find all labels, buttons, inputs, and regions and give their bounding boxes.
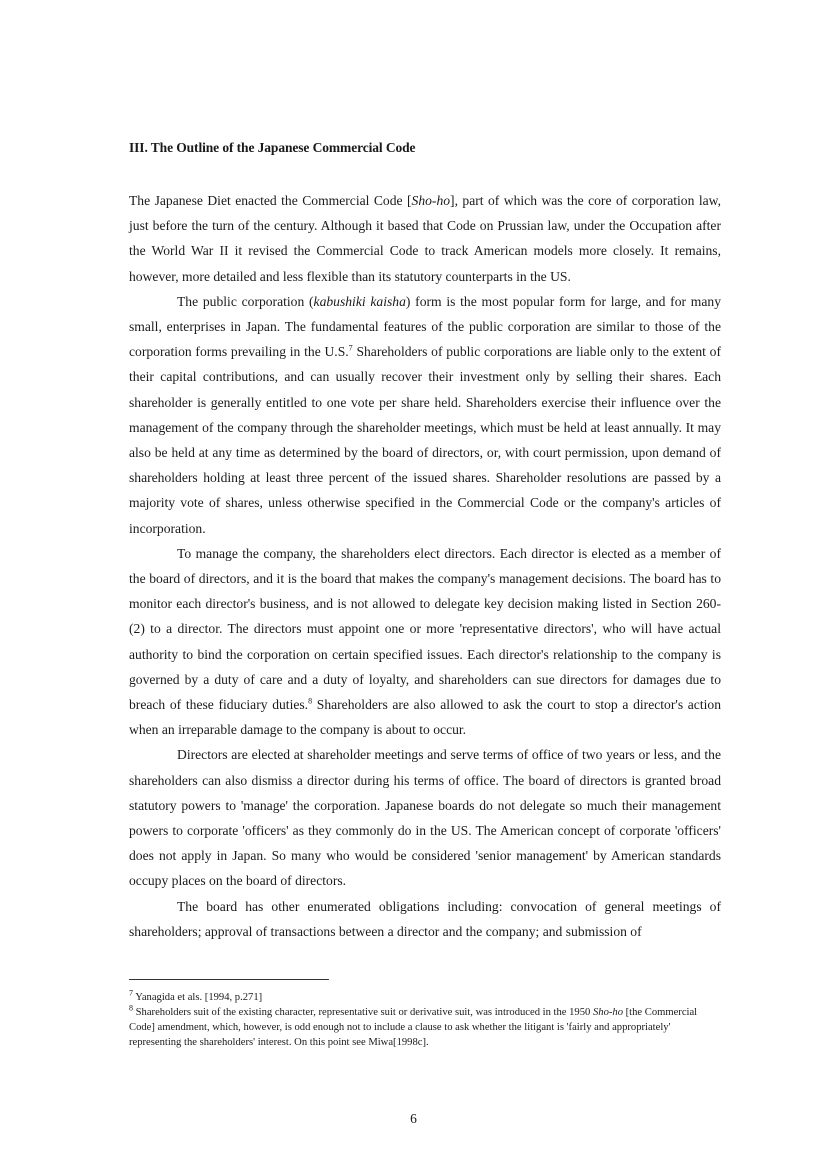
paragraph-2-text-d: Shareholders of public corporations are liable only to the extent of their capital contributions, and can usually recover their investment only by selling their shares. Each shareholder is generally entitled to one vote per share held. Shareholders exercise their influence over the management of the company through the shareholder meetings, which must be held at least annually. It may also be held at any time as determined by the board of directors, or, with court permission, upon demand of shareholders holding at least three percent of the issued shares. Shareholder resolutions are passed by a majority vote of shares, unless otherwise specified in the Commercial Code or the company's articles of incorporation.	[129, 344, 721, 536]
paragraph-1-text-a: The Japanese Diet enacted the Commercial Code [	[129, 193, 412, 208]
paragraph-2-text-a: The public corporation (	[177, 293, 314, 309]
paragraph-1-text-c: ], part of which was the core of corporation law, just before the turn of the century. Although it based that Code on Prussian law, under the Occupation after the World War II it revised the Commercial Code to track American models more closely. It remains, however, more detailed and less flexible than its statutory counterparts in the US.	[129, 193, 721, 284]
paragraph-2	[129, 289, 721, 541]
paragraph-3-text-a: To manage the company, the shareholders elect directors. Each director is elected as a member of the board of directors, and it is the board that makes the company's management decisions. The board has to monitor each director's business, and is not allowed to delegate key decision making listed in Section 260-(2) to a director. The directors must appoint one or more 'representative directors', who will have actual authority to bind the corporation on certain specified issues. Each director's relationship to the company is governed by a duty of care and a duty of loyalty, and shareholders can sue directors for damages due to breach of these fiduciary duties.	[129, 545, 721, 713]
footnote-divider	[129, 979, 329, 980]
footnote-8-text-a: Shareholders suit of the existing character, representative suit or derivative suit, was introduced in the 1950	[133, 1007, 593, 1018]
paragraph-4: Directors are elected at shareholder meetings and serve terms of office of two years or less, and the shareholders can also dismiss a director during his terms of office. The board of directors is granted broad statutory powers to 'manage' the corporation. Japanese boards do not delegate so much their management powers to corporate 'officers' as they commonly do in the US. The American concept of corporate 'officers' does not apply in Japan. So many who would be considered 'senior management' by American standards occupy places on the board of directors.	[129, 747, 721, 889]
footnote-ref-8[interactable]: 8	[308, 696, 313, 706]
paragraph-1-italic-term: Sho-ho	[411, 193, 451, 208]
paragraph-2-italic-term: kabushiki kaisha	[313, 293, 406, 309]
footnotes	[129, 990, 721, 1050]
paragraph-5: The board has other enumerated obligations including: convocation of general meetings of shareholders; approval of transactions between a director and the company; and submission of	[129, 898, 721, 939]
paragraph-3	[129, 541, 721, 743]
paragraph-3-text-b: Shareholders are also allowed to ask the court to stop a director's action when an irreparable damage to the company is about to occur.	[129, 697, 721, 738]
body-text	[129, 188, 721, 944]
section-heading: III. The Outline of the Japanese Commercial Code	[129, 140, 416, 155]
paragraph-2-text-c: ) form is the most popular form for large, and for many small, enterprises in Japan. The fundamental features of the public corporation are similar to those of the corporation forms prevailing in the U.S.	[129, 293, 721, 360]
footnote-ref-7[interactable]: 7	[348, 343, 353, 353]
footnote-mark-8: 8	[129, 1003, 133, 1013]
footnote-8	[129, 1005, 721, 1050]
footnote-8-text-c: [the Commercial Code] amendment, which, however, is odd enough not to include a clause to ask whether the litigant is 'fairly and appropriately' representing the shareholders' interest. On this point see Miwa[1998c].	[129, 1007, 698, 1048]
footnote-mark-7: 7	[129, 988, 133, 998]
page-number: 6	[410, 1111, 417, 1126]
paragraph-1	[129, 188, 721, 289]
footnote-7	[129, 990, 721, 1005]
footnote-8-italic-term: Sho-ho	[592, 1007, 623, 1018]
footnote-7-text: Yanagida et als. [1994, p.271]	[133, 992, 263, 1003]
